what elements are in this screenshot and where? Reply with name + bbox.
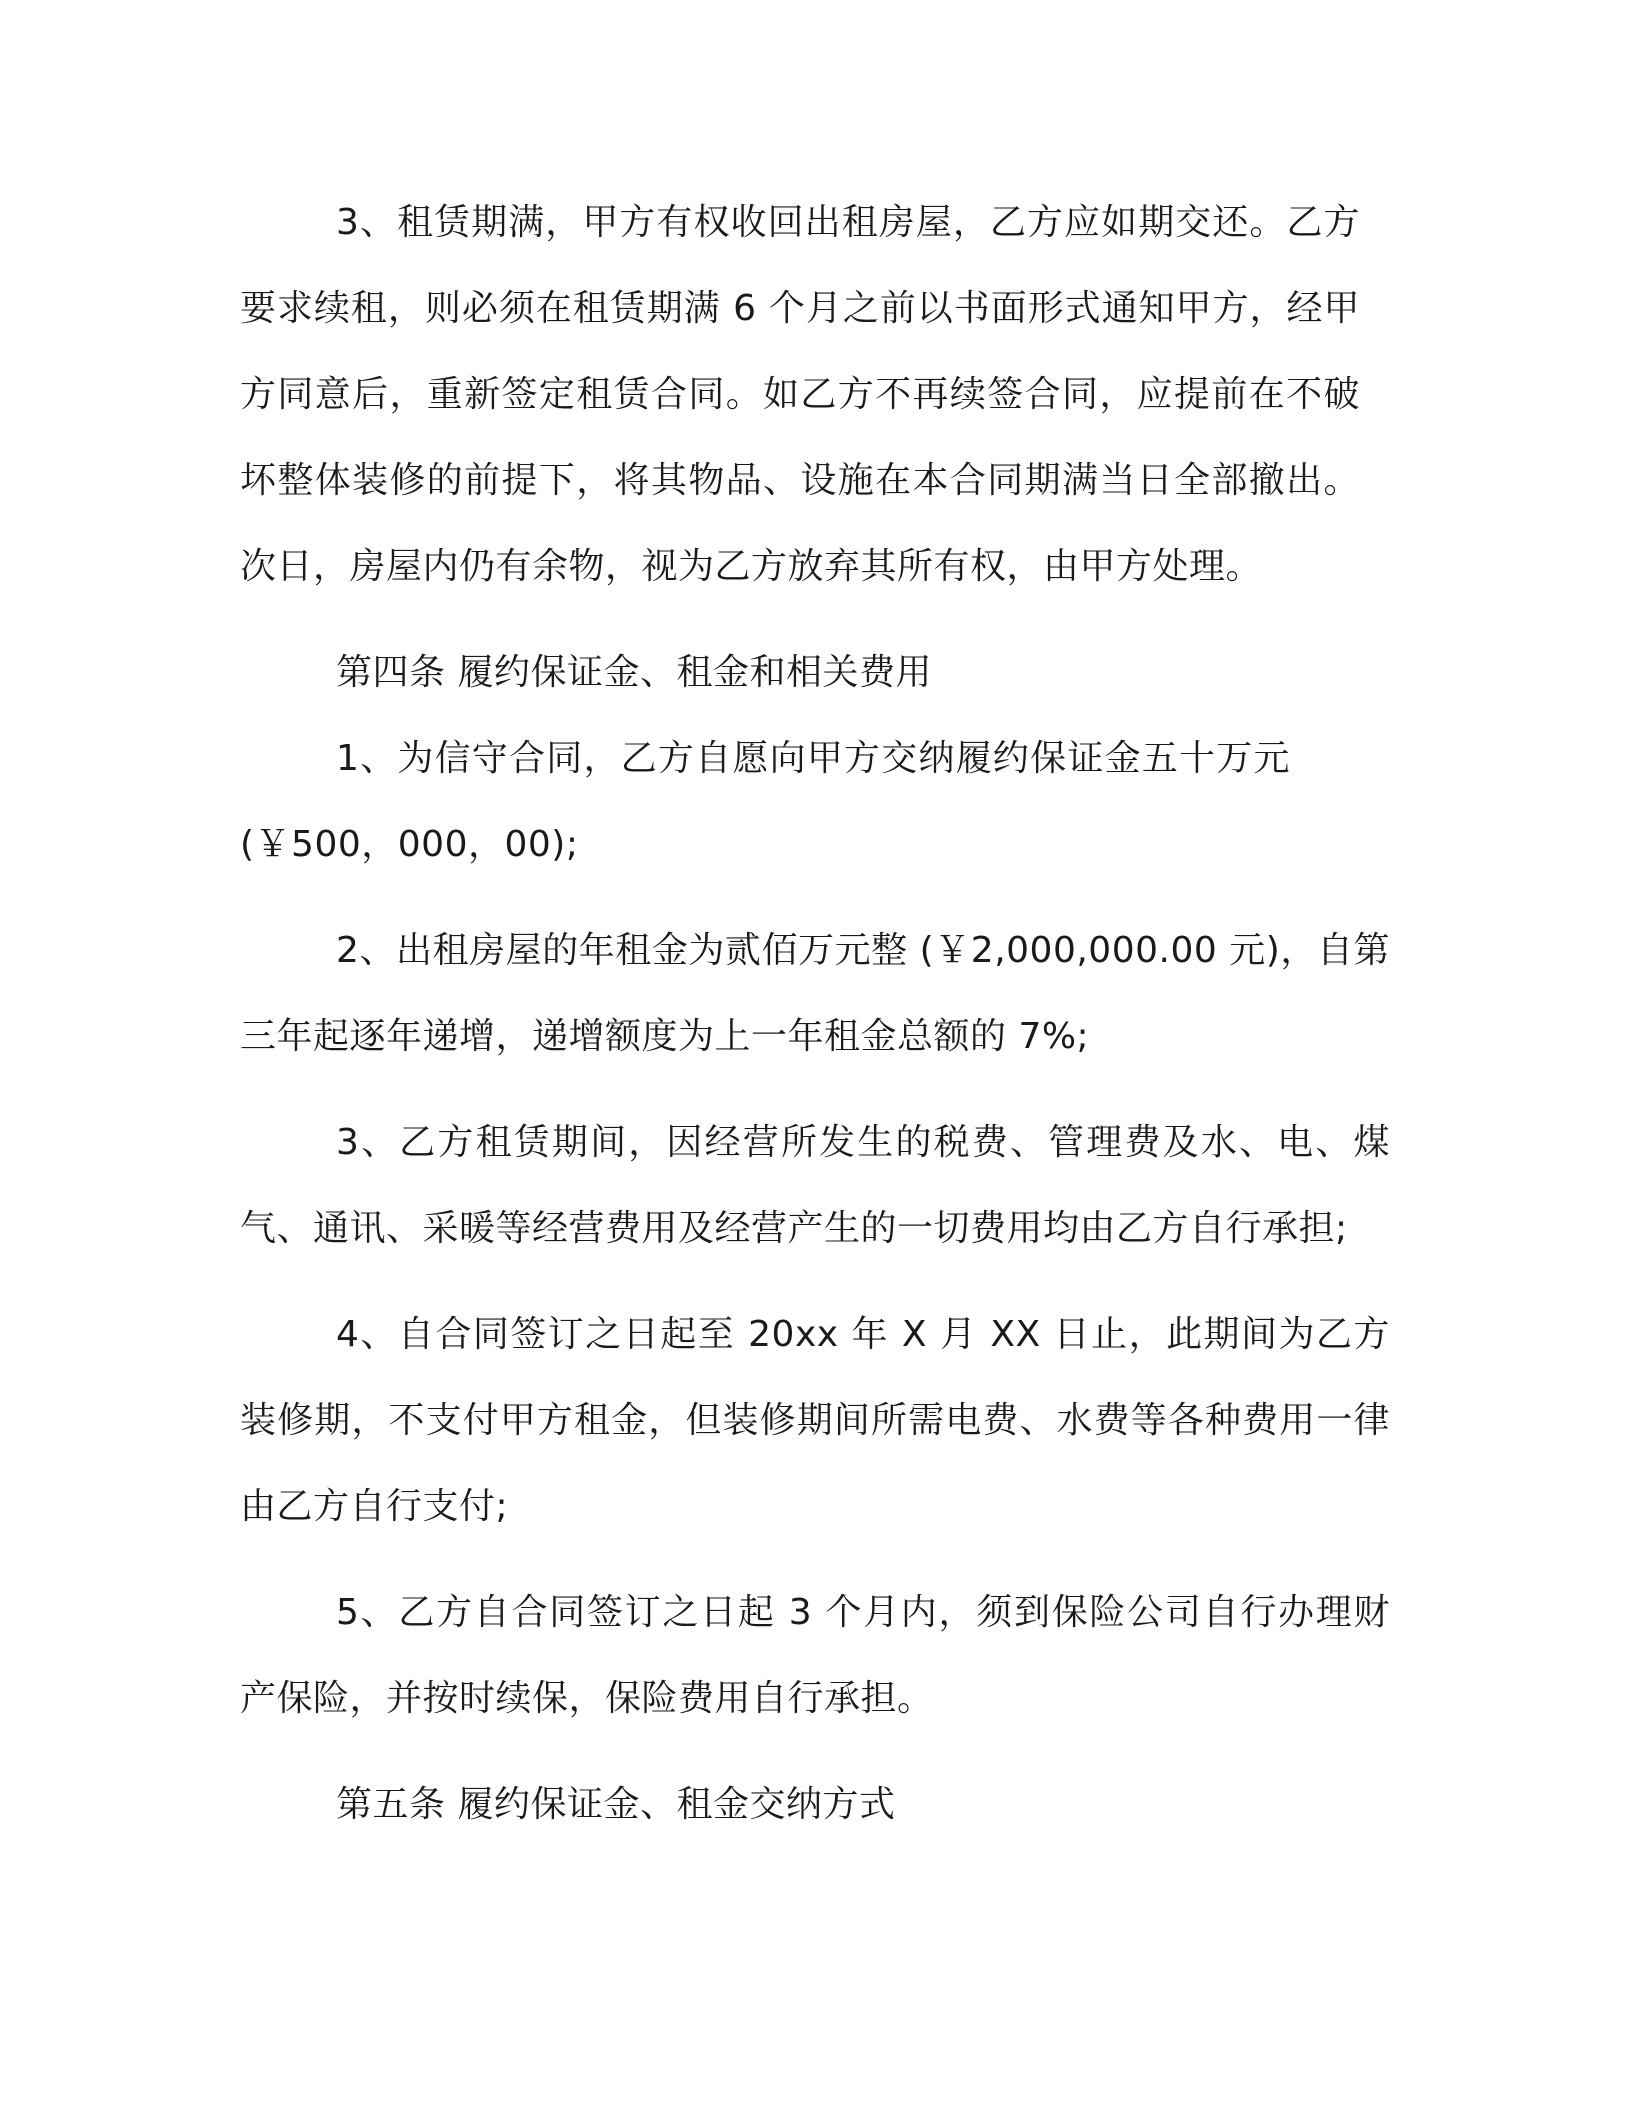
- clause-paragraph-deposit: 1、为信守合同，乙方自愿向甲方交纳履约保证金五十万元(￥500，000，00);: [240, 738, 1290, 865]
- clause-paragraph-renewal: 3、租赁期满，甲方有权收回出租房屋，乙方应如期交还。乙方要求续租，则必须在租赁期满 6 个月之前以书面形式通知甲方，经甲方同意后，重新签定租赁合同。如乙方不再续签合同，应提前在不破坏整体装修的前提下，将其物品、设施在本合同期满当日全部撤出。次日，房屋内仍有余物，视为乙方放弃其所有权，由甲方处理。: [240, 202, 1360, 587]
- clause-paragraph-renovation-period: 4、自合同签订之日起至 20xx 年 X 月 XX 日止，此期间为乙方装修期，不支付甲方租金，但装修期间所需电费、水费等各种费用一律由乙方自行支付;: [240, 1314, 1390, 1527]
- clause-paragraph-insurance: 5、乙方自合同签订之日起 3 个月内，须到保险公司自行办理财产保险，并按时续保，保险费用自行承担。: [240, 1592, 1390, 1719]
- clause-paragraph-expenses: 3、乙方租赁期间，因经营所发生的税费、管理费及水、电、煤气、通讯、采暖等经营费用及经营产生的一切费用均由乙方自行承担;: [240, 1122, 1390, 1249]
- clause-paragraph-annual-rent: 2、出租房屋的年租金为贰佰万元整 (￥2,000,000.00 元)，自第三年起逐年递增，递增额度为上一年租金总额的 7%;: [240, 930, 1390, 1057]
- document-body: [240, 180, 1390, 1848]
- article-heading-4: 第四条 履约保证金、租金和相关费用: [336, 652, 932, 693]
- article-heading-5: 第五条 履约保证金、租金交纳方式: [336, 1784, 896, 1825]
